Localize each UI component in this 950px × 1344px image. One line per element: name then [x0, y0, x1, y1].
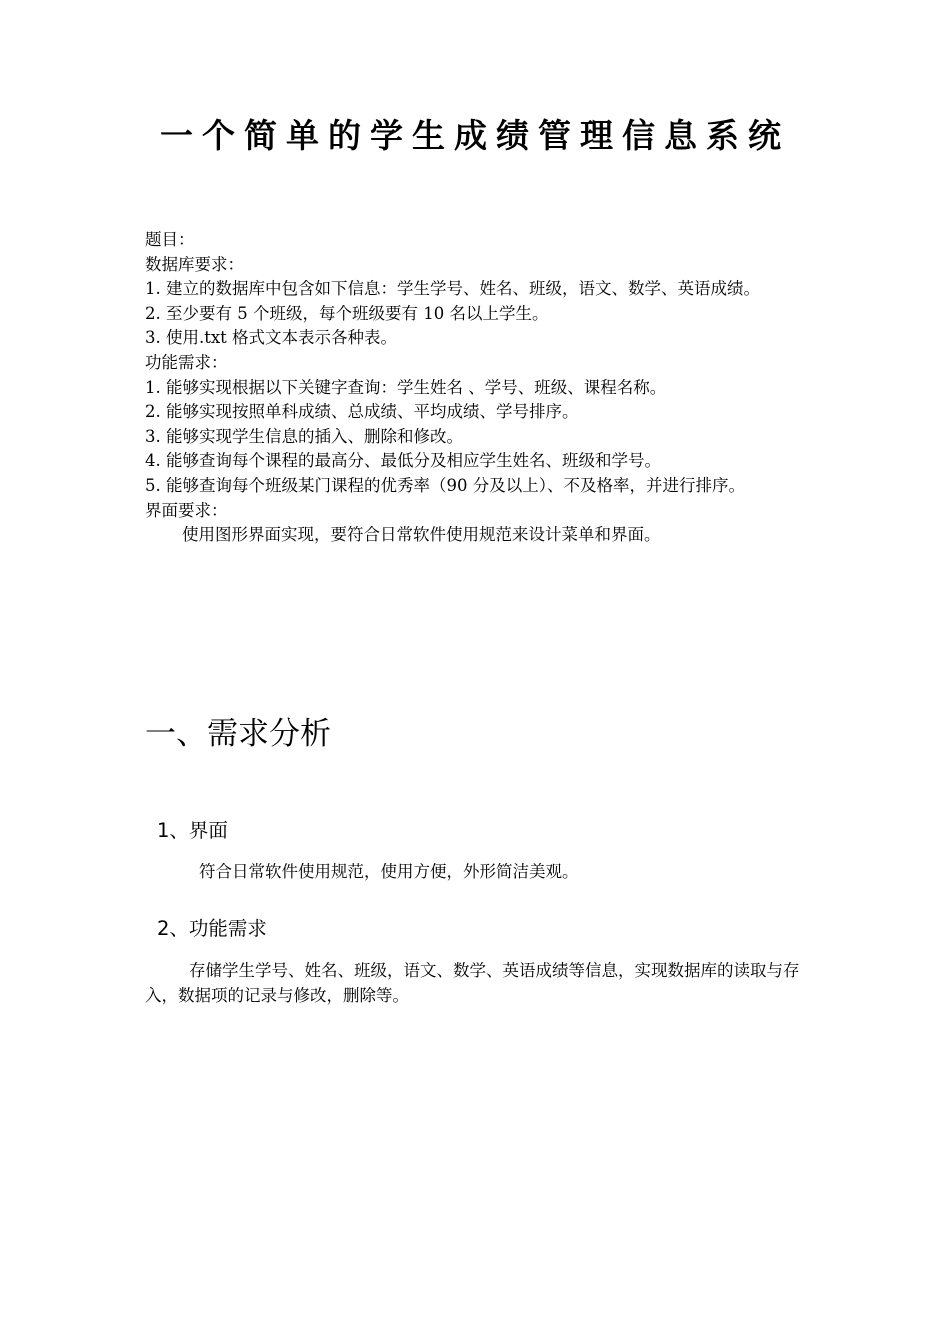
ui-requirements-heading: 界面要求： [145, 500, 228, 520]
func-requirement-item: 2. 能够实现按照单科成绩、总成绩、平均成绩、学号排序。 [145, 402, 579, 422]
task-description [145, 228, 810, 548]
func-requirement-item: 1. 能够实现根据以下关键字查询：学生姓名 、学号、班级、课程名称。 [145, 377, 667, 397]
func-requirement-item: 3. 能够实现学生信息的插入、删除和修改。 [145, 426, 463, 446]
interface-paragraph: 符合日常软件使用规范，使用方便，外形简洁美观。 [199, 862, 579, 881]
topic-label: 题目： [145, 230, 195, 249]
db-requirement-item: 3. 使用.txt 格式文本表示各种表。 [145, 328, 398, 348]
db-requirements-heading: 数据库要求： [145, 254, 244, 274]
func-requirement-item: 5. 能够查询每个班级某门课程的优秀率（90 分及以上）、不及格率，并进行排序。 [145, 475, 745, 495]
db-requirement-item: 1. 建立的数据库中包含如下信息：学生学号、姓名、班级，语文、数学、英语成绩。 [145, 279, 760, 299]
func-requirements-heading: 功能需求： [145, 352, 228, 372]
db-requirement-item: 2. 至少要有 5 个班级，每个班级要有 10 名以上学生。 [145, 303, 549, 323]
subsection-heading-functional-requirements: 2、功能需求 [157, 917, 267, 940]
document-title: 一个简单的学生成绩管理信息系统 [160, 116, 790, 155]
section-heading-requirements-analysis: 一、需求分析 [145, 716, 331, 752]
func-requirement-item: 4. 能够查询每个课程的最高分、最低分及相应学生姓名、班级和学号。 [145, 451, 661, 471]
functional-requirements-paragraph: 存储学生学号、姓名、班级，语文、数学、英语成绩等信息，实现数据库的读取与存入，数据项的记录与修改，删除等。 [145, 961, 800, 1005]
ui-requirements-text: 使用图形界面实现，要符合日常软件使用规范来设计菜单和界面。 [182, 525, 661, 545]
subsection-heading-interface: 1、界面 [157, 819, 228, 842]
